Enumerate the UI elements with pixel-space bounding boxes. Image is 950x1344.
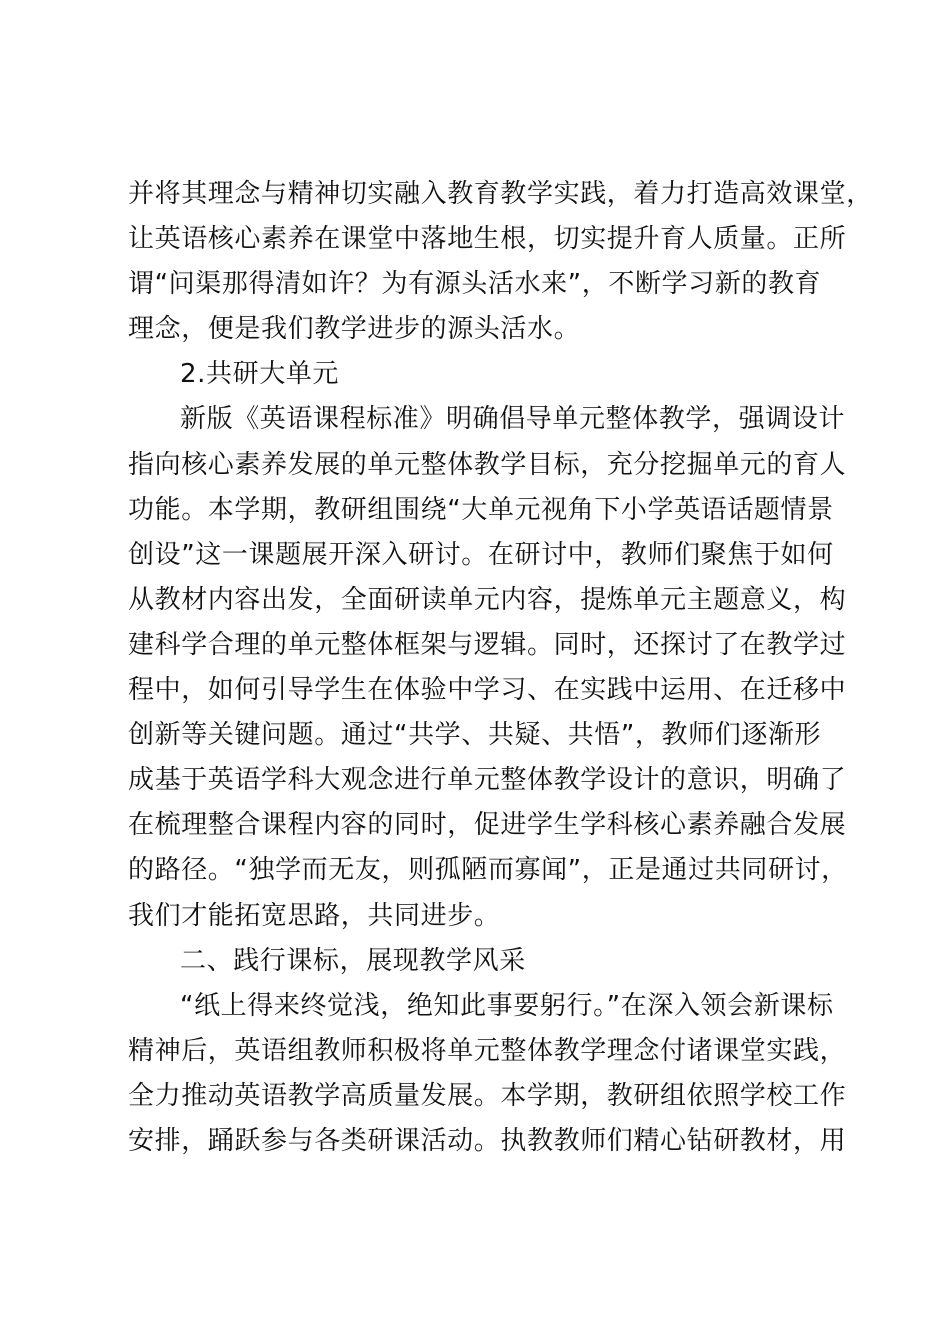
- text-line: 理念，便是我们教学进步的源头活水。: [128, 314, 581, 345]
- text-line: 安排，踊跃参与各类研课活动。执教教师们精心钻研教材，用: [128, 1125, 847, 1156]
- text-line: 建科学合理的单元整体框架与逻辑。同时，还探讨了在教学过: [128, 629, 847, 660]
- section-heading-2: 2.共研大单元: [180, 359, 340, 390]
- text-line: 谓“问渠那得清如许？为有源头活水来”，不断学习新的教育: [128, 269, 822, 300]
- section-heading-main: 二、践行课标，展现教学风采: [180, 945, 526, 976]
- text-line: 创设”这一课题展开深入研讨。在研讨中，教师们聚焦于如何: [128, 539, 834, 570]
- text-line: 的路径。“独学而无友，则孤陋而寡闻”，正是通过共同研讨，: [128, 855, 848, 886]
- text-line: 成基于英语学科大观念进行单元整体教学设计的意识，明确了: [128, 765, 847, 796]
- text-line: 创新等关键问题。通过“共学、共疑、共悟”，教师们逐渐形: [128, 720, 822, 751]
- text-line: 指向核心素养发展的单元整体教学目标，充分挖掘单元的育人: [128, 449, 847, 480]
- text-line: 让英语核心素养在课堂中落地生根，切实提升育人质量。正所: [128, 224, 847, 255]
- text-line: 功能。本学期，教研组围绕“大单元视角下小学英语话题情景: [128, 494, 834, 525]
- text-line: 精神后，英语组教师积极将单元整体教学理念付诸课堂实践，: [128, 1035, 847, 1066]
- text-line: 新版《英语课程标准》明确倡导单元整体教学，强调设计: [180, 404, 846, 435]
- text-line: 全力推动英语教学高质量发展。本学期，教研组依照学校工作: [128, 1080, 847, 1111]
- text-line: 我们才能拓宽思路，共同进步。: [128, 900, 501, 931]
- text-line: 并将其理念与精神切实融入教育教学实践，着力打造高效课堂，: [128, 179, 873, 209]
- text-line: 程中，如何引导学生在体验中学习、在实践中运用、在迁移中: [128, 675, 847, 706]
- text-line: “纸上得来终觉浅，绝知此事要躬行。”在深入领会新课标: [180, 990, 834, 1021]
- body-text: [128, 172, 873, 1164]
- text-line: 在梳理整合课程内容的同时，促进学生学科核心素养融合发展: [128, 810, 847, 841]
- text-line: 从教材内容出发，全面研读单元内容，提炼单元主题意义，构: [128, 584, 847, 615]
